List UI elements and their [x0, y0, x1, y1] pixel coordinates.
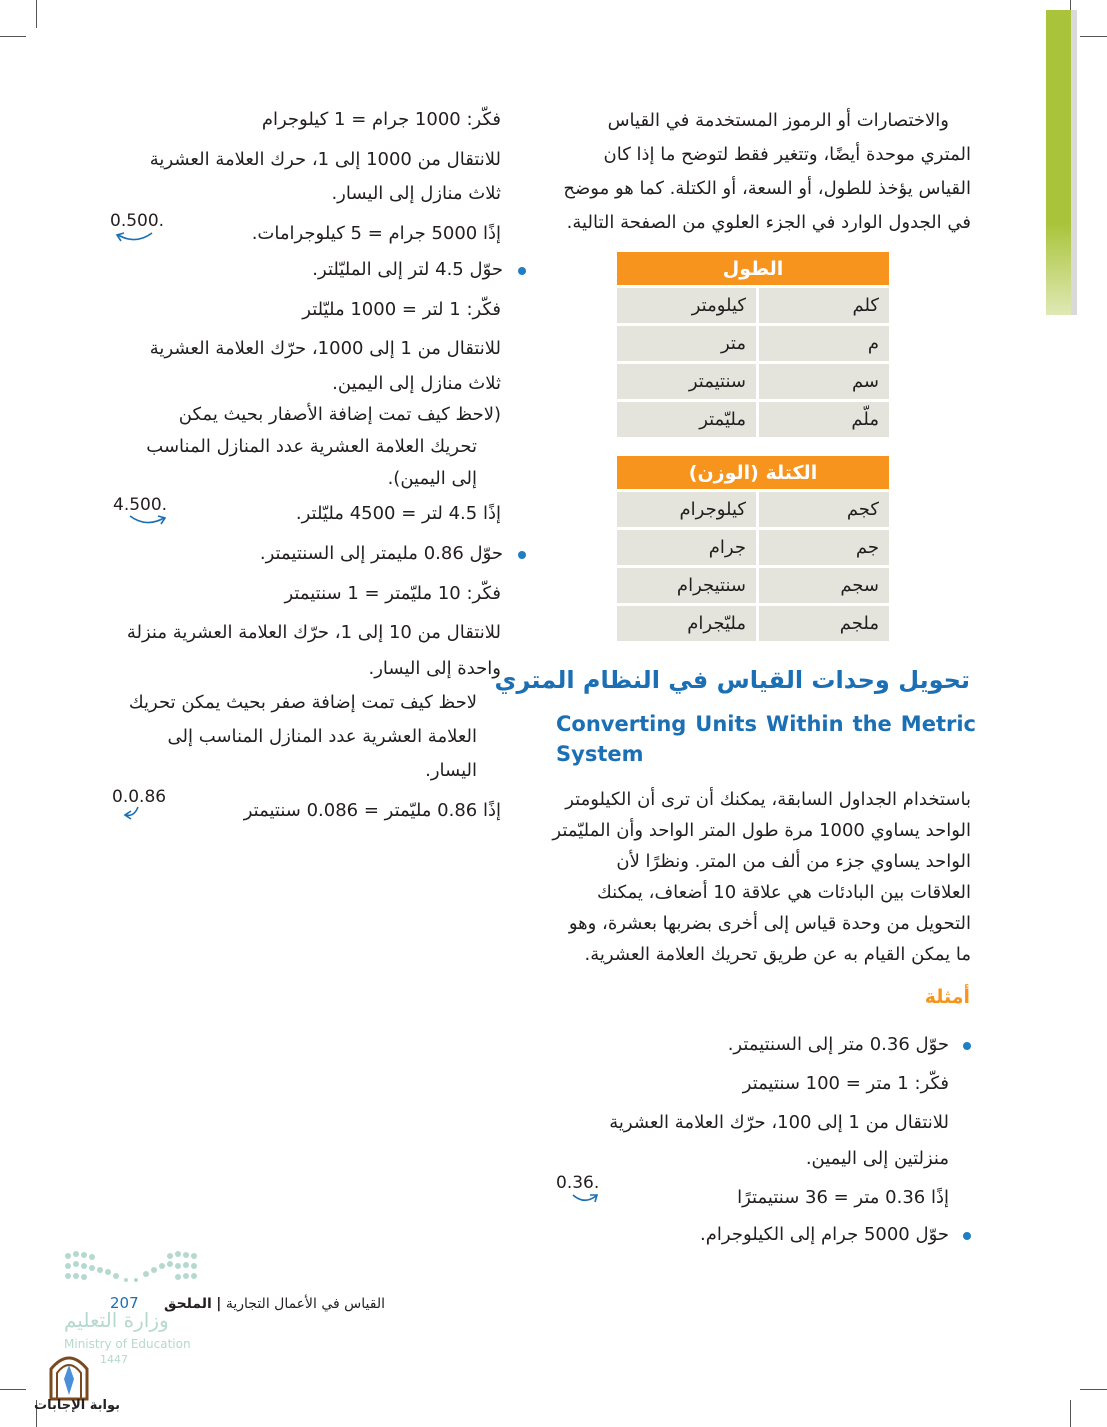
crop-mark — [0, 36, 26, 37]
section-heading-ar: تحويل وحدات القياس في النظام المتري — [494, 666, 970, 694]
example-result: إذًا 0.36 متر = 36 سنتيمترًا — [737, 1187, 949, 1208]
crop-mark — [0, 1389, 26, 1390]
watermark-text: بوابة الإجابات — [34, 1398, 120, 1413]
table-row — [617, 606, 889, 641]
unit-name: مليّمتر — [617, 402, 756, 437]
result-line: إذًا 4.5 لتر = 4500 مليّلتر. — [295, 503, 501, 524]
intro-line: في الجدول الوارد في الجزء العلوي من الصفحة التالية. — [566, 212, 971, 233]
result-line: إذًا 5000 جرام = 5 كيلوجرامات. — [251, 223, 501, 244]
table-row — [617, 492, 889, 527]
shift-right-arrow-icon — [126, 513, 170, 529]
example-question: حوّل 0.36 متر إلى السنتيمتر. — [727, 1034, 949, 1055]
shift-left-arrow-icon — [122, 805, 144, 821]
think-line: فكّر: 10 مليّمتر = 1 سنتيمتر — [284, 583, 501, 604]
page-number: 207 — [110, 1294, 139, 1312]
example-step: للانتقال من 1 إلى 100، حرّك العلامة العشرية — [609, 1112, 949, 1133]
unit-abbr: كجم — [759, 492, 889, 527]
unit-name: كيلوجرام — [617, 492, 756, 527]
decimal-shift: 0.0.86 — [112, 787, 167, 807]
crop-mark — [36, 0, 37, 28]
note-line: اليسار. — [425, 760, 477, 781]
unit-abbr: ملجم — [759, 606, 889, 641]
note-line: إلى اليمين). — [387, 468, 477, 489]
body-line: ما يمكن القيام به عن طريق تحريك العلامة العشرية. — [584, 944, 971, 965]
table-row — [617, 364, 889, 399]
unit-name: جرام — [617, 530, 756, 565]
ministry-name-ar: وزارة التعليم — [64, 1308, 169, 1332]
example-step: منزلتين إلى اليمين. — [805, 1148, 949, 1169]
question-line: حوّل 4.5 لتر إلى المليّلتر. — [312, 259, 503, 280]
decimal-shift: 0.36. — [556, 1173, 600, 1193]
section-heading-en-continued: System — [556, 742, 644, 766]
unit-name: مليّجرام — [617, 606, 756, 641]
example-question: حوّل 5000 جرام إلى الكيلوجرام. — [700, 1224, 949, 1245]
examples-heading: أمثلة — [924, 986, 970, 1008]
intro-line: المتري موحدة أيضًا، وتتغير فقط لتوضح ما إذا كان — [603, 144, 971, 165]
mass-table — [614, 453, 892, 644]
decimal-shift: 4.500. — [113, 495, 168, 515]
length-table-header: الطول — [617, 252, 889, 285]
step-line: للانتقال من 1 إلى 1000، حرّك العلامة العشرية — [149, 338, 501, 359]
step-line: للانتقال من 1000 إلى 1، حرك العلامة العشرية — [149, 149, 501, 170]
bullet-icon — [518, 551, 526, 559]
unit-name: سنتيمتر — [617, 364, 756, 399]
note-line: لاحظ كيف تمت إضافة صفر بحيث يمكن تحريك — [128, 692, 477, 713]
step-line: ثلاث منازل إلى اليمين. — [332, 373, 501, 394]
crop-mark — [1080, 36, 1107, 37]
unit-abbr: م — [759, 326, 889, 361]
unit-abbr: ملّم — [759, 402, 889, 437]
table-row — [617, 568, 889, 603]
unit-name: متر — [617, 326, 756, 361]
unit-abbr: سم — [759, 364, 889, 399]
footer-separator: | — [216, 1296, 222, 1312]
crop-mark — [1080, 1389, 1107, 1390]
unit-abbr: جم — [759, 530, 889, 565]
body-line: الواحد يساوي 1000 مرة طول المتر الواحد وأن المليّمتر — [552, 820, 971, 841]
intro-line: القياس يؤخذ للطول، أو السعة، أو الكتلة. كما هو موضح — [563, 178, 971, 199]
table-row — [617, 530, 889, 565]
bullet-icon — [963, 1232, 971, 1240]
chapter-title: القياس في الأعمال التجارية — [225, 1296, 385, 1312]
mass-table-header: الكتلة (الوزن) — [617, 456, 889, 489]
result-line: إذًا 0.86 مليّمتر = 0.086 سنتيمتر — [243, 800, 501, 821]
unit-abbr: سجم — [759, 568, 889, 603]
think-line: فكّر: 1000 جرام = 1 كيلوجرام — [261, 109, 501, 130]
question-line: حوّل 0.86 مليمتر إلى السنتيمتر. — [259, 543, 503, 564]
shift-left-arrow-icon — [112, 230, 156, 246]
table-row — [617, 402, 889, 437]
note-line: العلامة العشرية عدد المنازل المناسب إلى — [167, 726, 477, 747]
length-table — [614, 249, 892, 440]
section-label: الملحق — [163, 1296, 212, 1312]
mosque-logo-icon — [47, 1349, 91, 1401]
chapter-tab-shadow — [1071, 10, 1077, 315]
footer-chapter — [164, 1296, 385, 1312]
chapter-tab — [1046, 10, 1071, 315]
intro-line: والاختصارات أو الرموز المستخدمة في القياس — [607, 110, 949, 131]
body-line: العلاقات بين البادئات هي علاقة 10 أضعاف، يمكنك — [596, 882, 971, 903]
step-line: للانتقال من 10 إلى 1، حرّك العلامة العشرية منزلة — [126, 622, 501, 643]
note-line: (لاحظ كيف تمت إضافة الأصفار بحيث يمكن — [178, 404, 501, 425]
body-line: التحويل من وحدة قياس إلى أخرى بضربها بعشرة، وهو — [568, 913, 971, 934]
section-heading-en: Converting Units Within the Metric — [556, 712, 976, 736]
shift-right-arrow-icon — [570, 1192, 600, 1206]
edition-year: 1447 — [100, 1353, 128, 1366]
unit-name: كيلومتر — [617, 288, 756, 323]
step-line: واحدة إلى اليسار. — [368, 658, 501, 679]
think-line: فكّر: 1 لتر = 1000 مليّلتر — [302, 299, 501, 320]
body-line: الواحد يساوي جزء من ألف من المتر. ونظرًا لأن — [616, 851, 971, 872]
ministry-name-en: Ministry of Education — [64, 1337, 191, 1351]
decimal-shift: 0.500. — [110, 211, 165, 231]
example-think: فكّر: 1 متر = 100 سنتيمتر — [742, 1073, 949, 1094]
body-line: باستخدام الجداول السابقة، يمكنك أن ترى أن الكيلومتر — [565, 789, 971, 810]
unit-name: سنتيجرام — [617, 568, 756, 603]
bullet-icon — [518, 267, 526, 275]
step-line: ثلاث منازل إلى اليسار. — [331, 183, 501, 204]
note-line: تحريك العلامة العشرية عدد المنازل المناسب — [146, 436, 477, 457]
unit-abbr: كلم — [759, 288, 889, 323]
table-row — [617, 288, 889, 323]
ministry-logo-icon — [62, 1250, 202, 1290]
crop-mark — [1070, 1400, 1071, 1427]
bullet-icon — [963, 1042, 971, 1050]
table-row — [617, 326, 889, 361]
